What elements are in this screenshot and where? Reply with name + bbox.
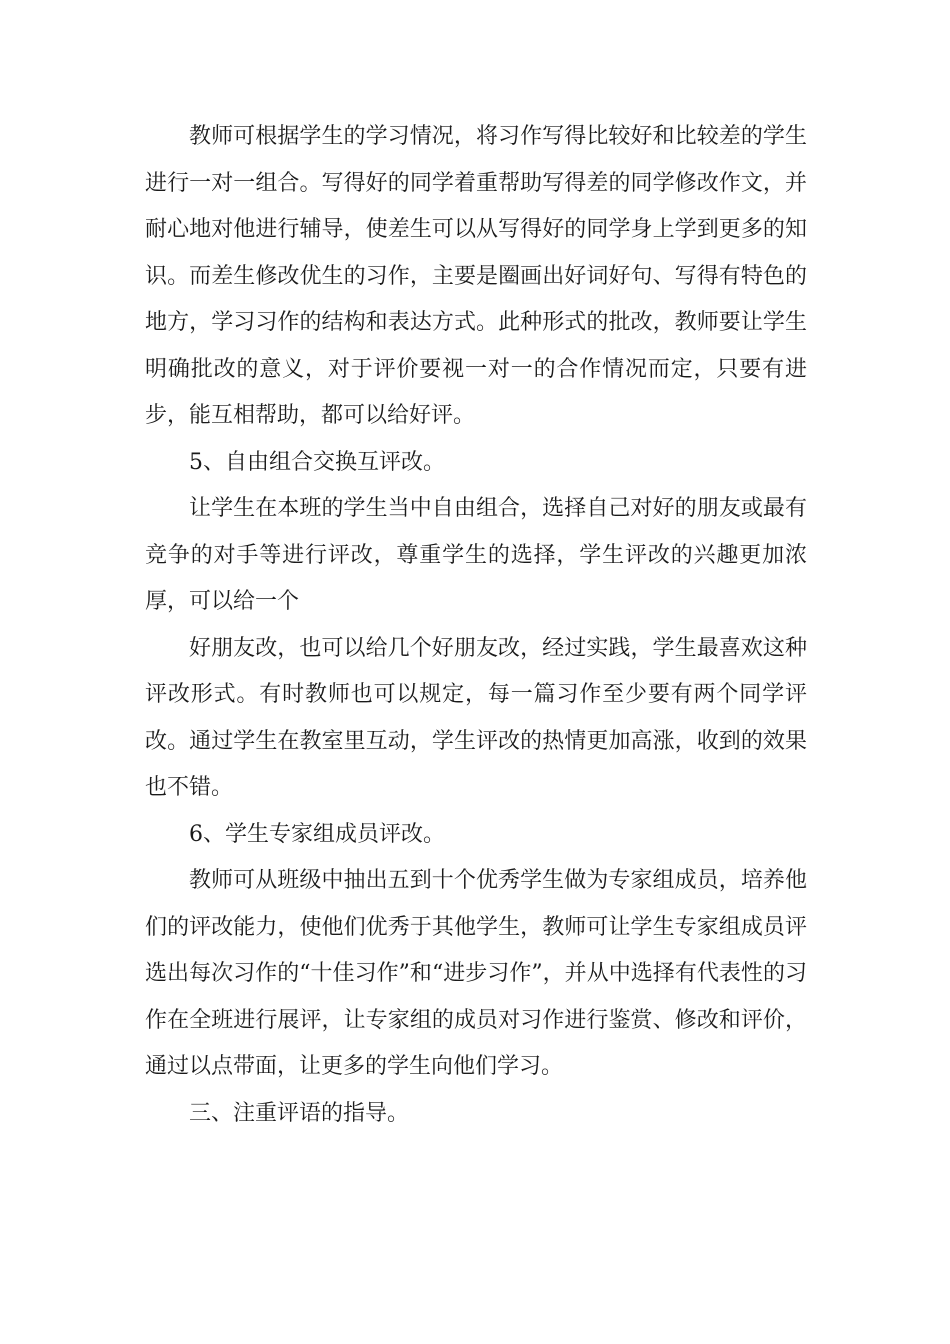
paragraph-expert-group: 教师可从班级中抽出五到十个优秀学生做为专家组成员，培养他们的评改能力，使他们优秀于其他学生，教师可让学生专家组成员评选出每次习作的“十佳习作”和“进步习作”，并从中选择有代表性的习作在全班进行展评，让专家组的成员对习作进行鉴赏、修改和评价，通过以点带面，让更多的学生向他们学习。 [145, 868, 807, 1079]
heading-comment-guidance: 三、注重评语的指导。 [189, 1100, 410, 1126]
paragraph-free-grouping: 让学生在本班的学生当中自由组合，选择自己对好的朋友或最有竞争的对手等进行评改，尊重学生的选择，学生评改的兴趣更加浓厚，可以给一个 [145, 496, 807, 614]
heading-free-grouping: 5、自由组合交换互评改。 [189, 449, 445, 475]
paragraph-pairing-method: 教师可根据学生的学习情况，将习作写得比较好和比较差的学生进行一对一组合。写得好的同学着重帮助写得差的同学修改作文，并耐心地对他进行辅导，使差生可以从写得好的同学身上学到更多的知识。而差生修改优生的习作，主要是圈画出好词好句、写得有特色的地方，学习习作的结构和表达方式。此种形式的批改，教师要让学生明确批改的意义，对于评价要视一对一的合作情况而定，只要有进步，能互相帮助，都可以给好评。 [145, 124, 807, 428]
document-body [145, 114, 807, 1137]
paragraph-free-grouping-continued: 好朋友改，也可以给几个好朋友改，经过实践，学生最喜欢这种评改形式。有时教师也可以规定，每一篇习作至少要有两个同学评改。通过学生在教室里互动，学生评改的热情更加高涨，收到的效果也不错。 [145, 635, 807, 800]
heading-expert-group: 6、学生专家组成员评改。 [189, 821, 445, 847]
